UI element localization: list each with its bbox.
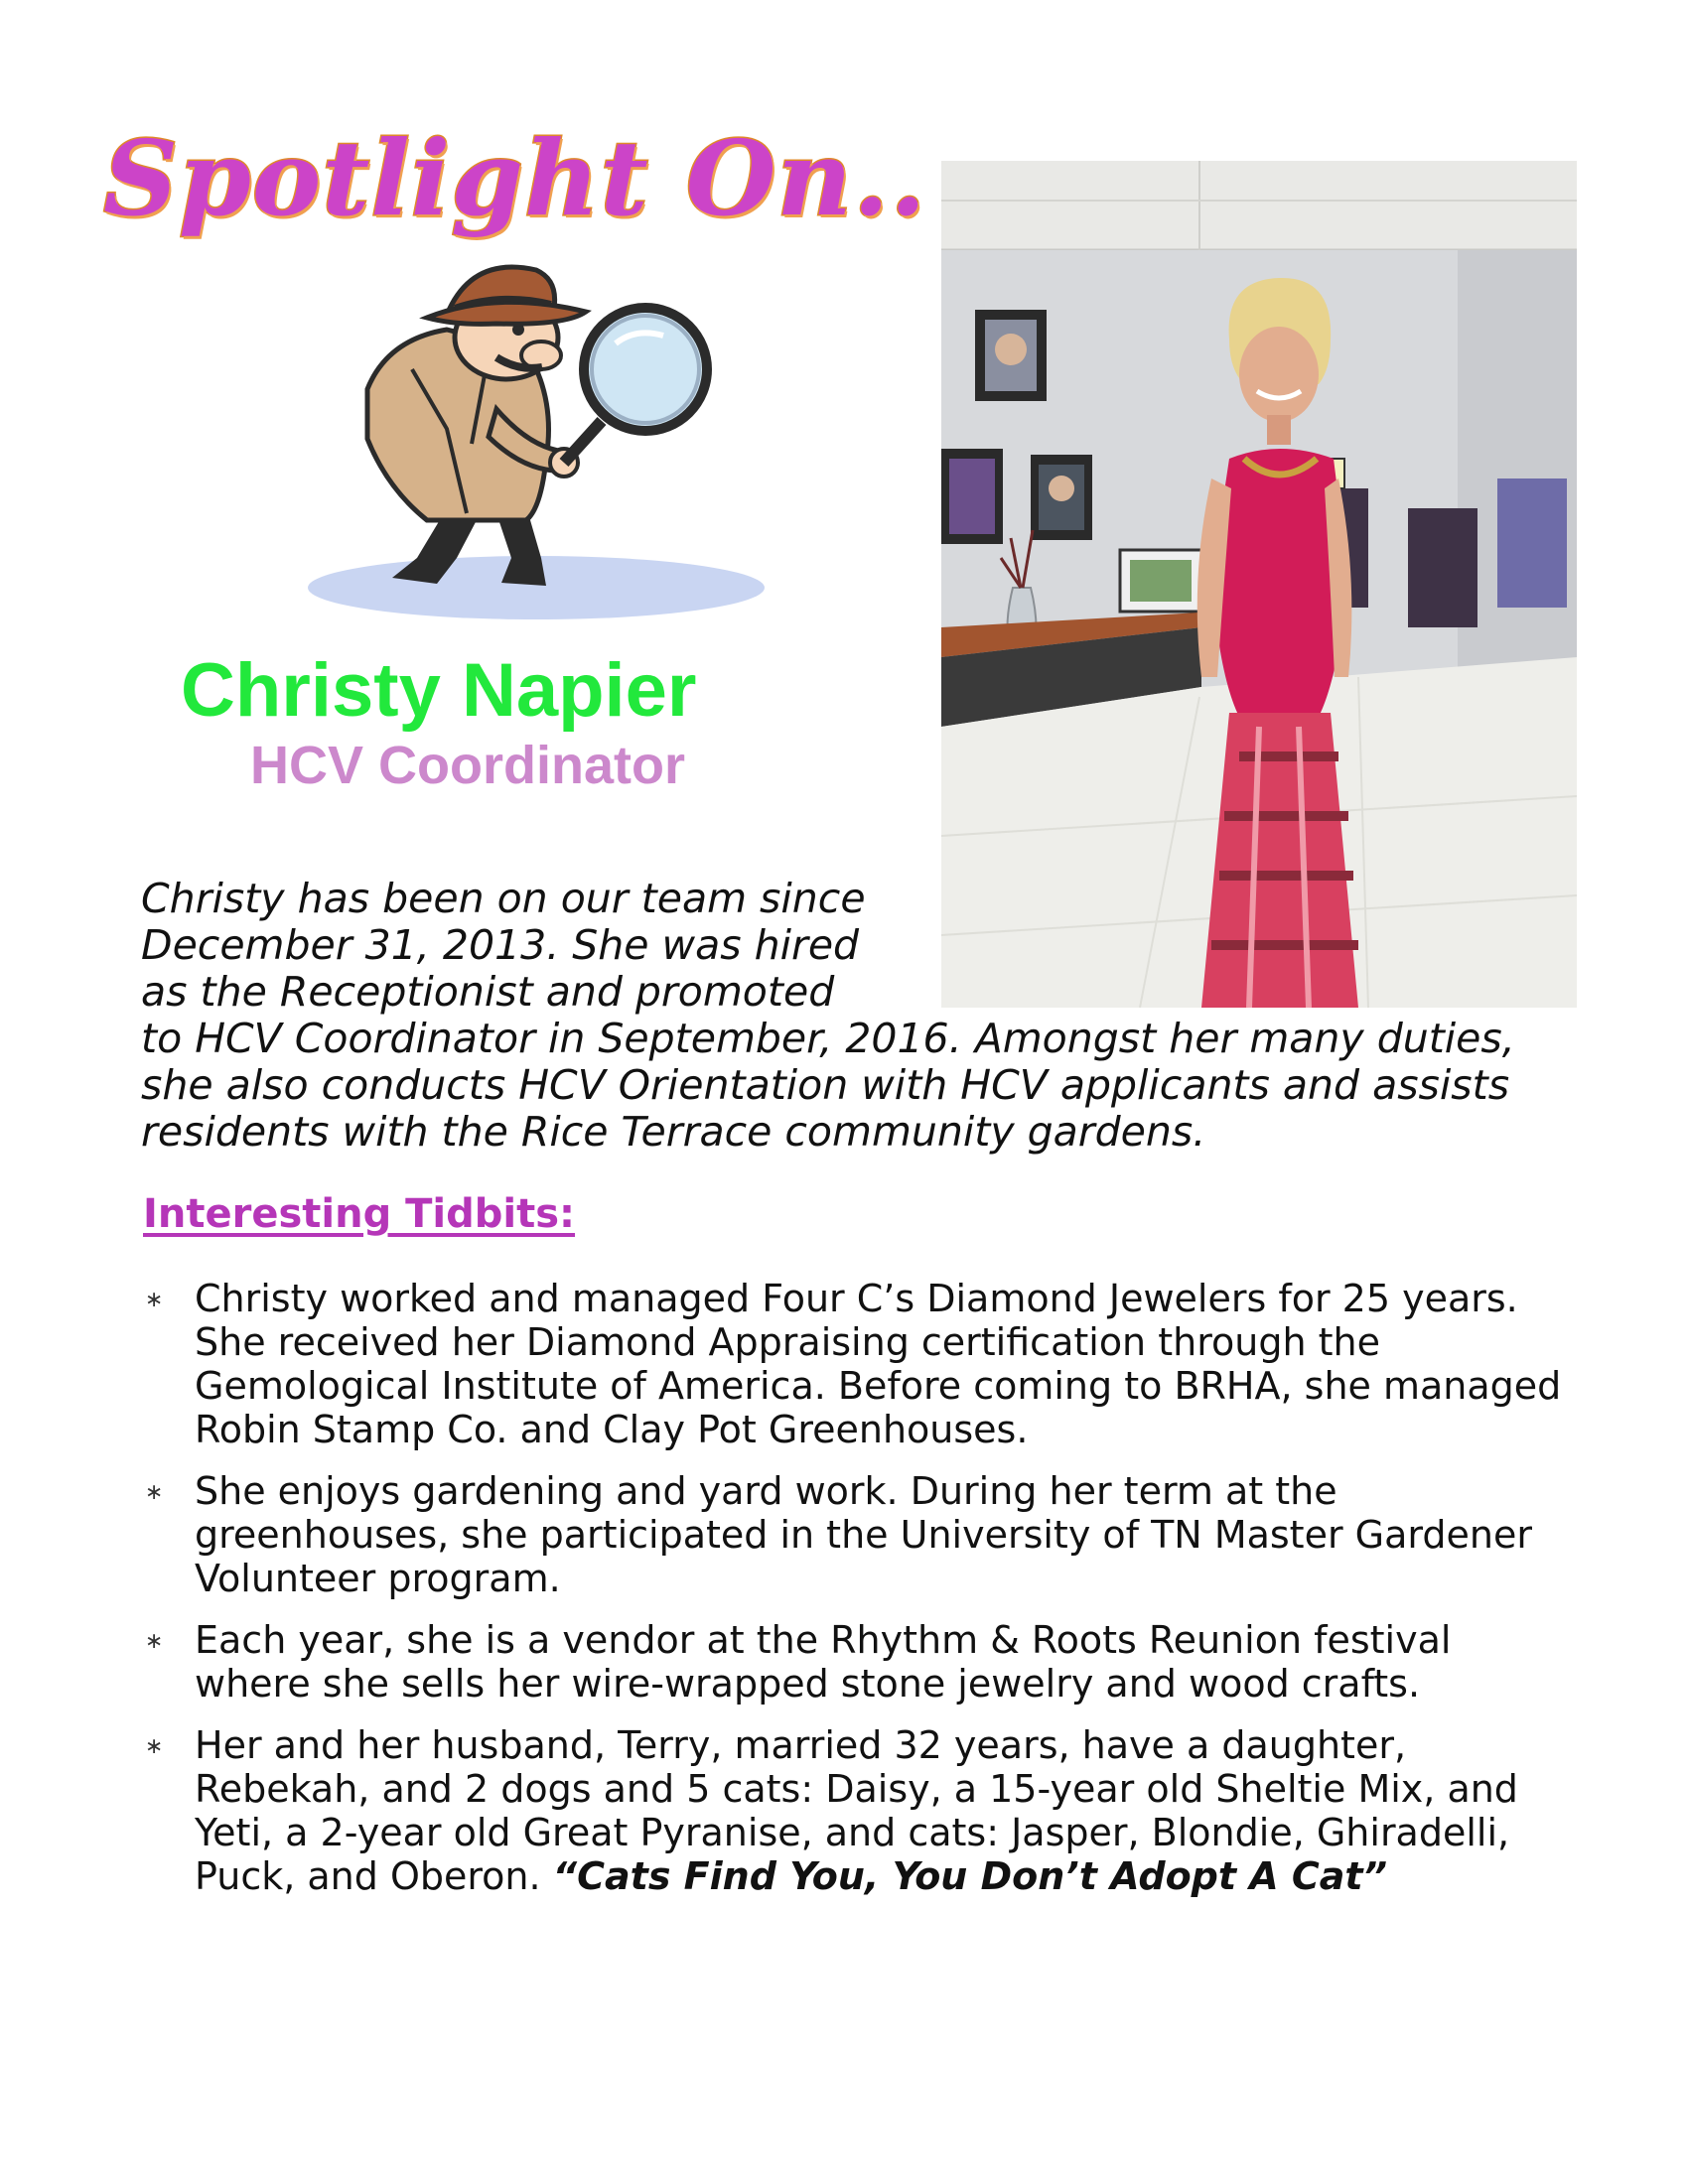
tidbits-list: [139, 1277, 1579, 1916]
list-item: [139, 1618, 1579, 1706]
list-item: [139, 1277, 1579, 1451]
intro-line-3: as the Receptionist and promoted: [141, 968, 835, 1016]
bullet-icon: ∗: [145, 1288, 164, 1312]
tidbits-heading: Interesting Tidbits:: [143, 1191, 576, 1237]
bullet-icon: ∗: [145, 1629, 164, 1654]
list-item: [139, 1723, 1579, 1898]
spotlight-title: Spotlight On..: [103, 117, 927, 239]
intro-line-1: Christy has been on our team since: [141, 875, 866, 922]
tidbit-quote: “Cats Find You, You Don’t Adopt A Cat”: [552, 1854, 1388, 1898]
intro-rest: to HCV Coordinator in September, 2016. Amongst her many duties, she also conducts HCV Orientation with HCV applicants and assists residents with the Rice Terrace community gardens.: [141, 1015, 1515, 1156]
bullet-icon: ∗: [145, 1734, 164, 1759]
person-role: HCV Coordinator: [250, 736, 685, 795]
intro-line-2: December 31, 2013. She was hired: [141, 921, 860, 969]
tidbit-text: Each year, she is a vendor at the Rhythm & Roots Reunion festival where she sells her wire-wrapped stone jewelry and wood crafts.: [195, 1618, 1452, 1706]
tidbit-text: She enjoys gardening and yard work. During her term at the greenhouses, she participated in the University of TN Master Gardener Volunteer program.: [195, 1469, 1532, 1600]
bullet-icon: ∗: [145, 1480, 164, 1505]
person-name: Christy Napier: [181, 648, 697, 733]
tidbit-text: Her and her husband, Terry, married 32 years, have a daughter, Rebekah, and 2 dogs and 5 cats: Daisy, a 15-year old Sheltie Mix, and Yeti, a 2-year old Great Pyranise, and cats: Jasper, Blondie, Ghiradelli, Puck, and Oberon.: [195, 1723, 1518, 1898]
detective-clipart: [298, 260, 774, 627]
intro-paragraph: [141, 876, 1571, 1156]
list-item: [139, 1469, 1579, 1600]
tidbit-text: Christy worked and managed Four C’s Diamond Jewelers for 25 years. She received her Diamond Appraising certification through the Gemological Institute of America. Before coming to BRHA, she managed Robin Stamp Co. and Clay Pot Greenhouses.: [195, 1277, 1562, 1451]
